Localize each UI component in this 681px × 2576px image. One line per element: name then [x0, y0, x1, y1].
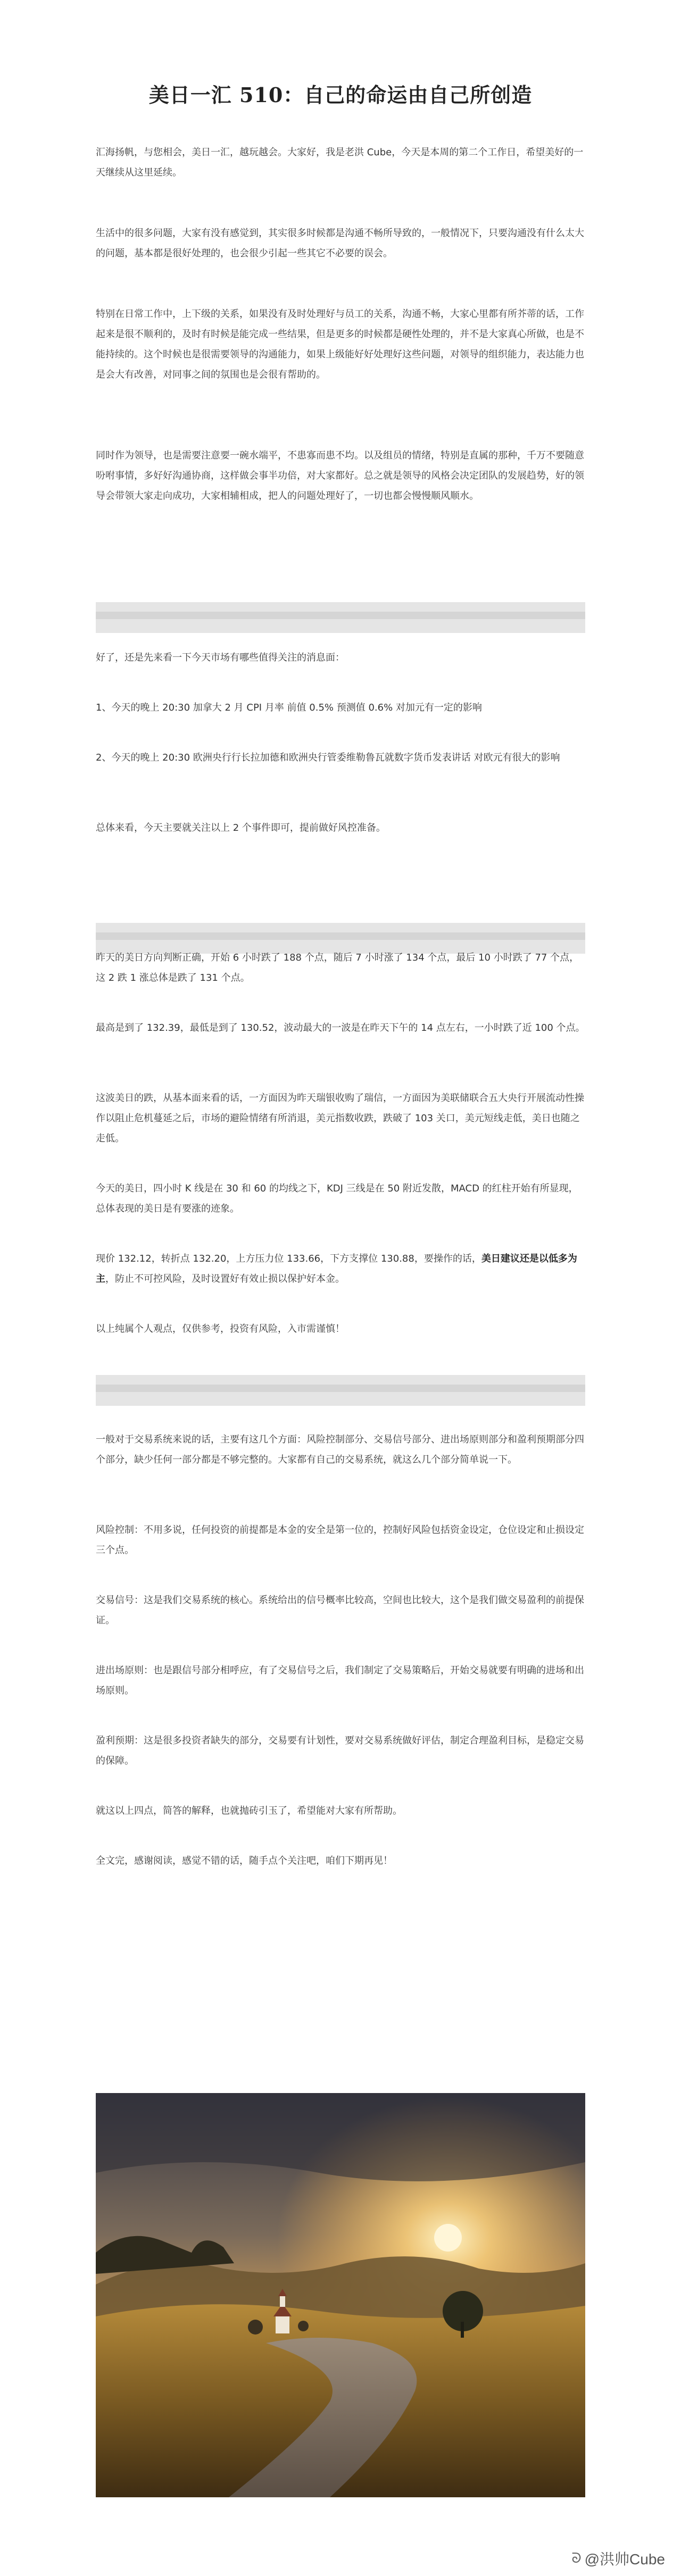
- section-divider-system: [96, 1375, 585, 1406]
- paragraph-system-intro: 一般对于交易系统来说的话，主要有这几个方面：风险控制部分、交易信号部分、进出场原则部分和盈利预期部分四个部分，缺少任何一部分都是不够完整的。大家都有自己的交易系统，就这么几个部分简单说一下。: [96, 1434, 584, 1465]
- paragraph-conclusion: 就这以上四点，简答的解释，也就抛砖引玉了，希望能对大家有所帮助。: [96, 1805, 402, 1816]
- paragraph-technicals: 今天的美日，四小时 K 线是在 30 和 60 的均线之下，KDJ 三线是在 50 附近发散，MACD 的红柱开始有所显现，总体表现的美日是有要涨的迹象。: [96, 1183, 578, 1214]
- paragraph-workplace: 特别在日常工作中，上下级的关系，如果没有及时处理好与员工的关系，沟通不畅，大家心里都有所芥蒂的话，工作起来是很不顺利的，及时有时候是能完成一些结果，但是更多的时候都是硬性处理的，并不是大家真心所做，也是不能持续的。这个时候也是很需要领导的沟通能力，如果上级能好好处理好这些问题，对领导的组织能力，表达能力也是会大有改善，对同事之间的氛围也是会很有帮助的。: [96, 309, 584, 380]
- paragraph-fundamentals: 这波美日的跌，从基本面来看的话，一方面因为昨天瑞银收购了瑞信，一方面因为美联储联合五大央行开展流动性操作以阻止危机蔓延之后，市场的避险情绪有所消退，美元指数收跌，跌破了 103 关口，美元短线走低，美日也随之走低。: [96, 1093, 584, 1144]
- paragraph-entry-exit: 进出场原则：也是跟信号部分相呼应，有了交易信号之后，我们制定了交易策略后，开始交易就要有明确的进场和出场原则。: [96, 1665, 584, 1696]
- watermark-text: @洪帅Cube: [584, 2551, 665, 2567]
- paragraph-trade-signal: 交易信号：这是我们交易系统的核心。系统给出的信号概率比较高，空间也比较大，这个是我们做交易盈利的前提保证。: [96, 1595, 584, 1626]
- news-item-1: 1、今天的晚上 20:30 加拿大 2 月 CPI 月率 前值 0.5% 预测值 0.6% 对加元有一定的影响: [96, 702, 482, 713]
- article-title: 美日一汇 510：自己的命运由自己所创造: [148, 83, 533, 107]
- paragraph-trade-plan: [96, 1249, 585, 1289]
- news-item-2: 2、今天的晚上 20:30 欧洲央行行长拉加德和欧洲央行管委维勒鲁瓦就数字货币发表讲话 对欧元有很大的影响: [96, 752, 560, 763]
- paragraph-greeting: 汇海扬帆，与您相会，美日一汇，越玩越会。大家好，我是老洪 Cube，今天是本周的第二个工作日，希望美好的一天继续从这里延续。: [96, 147, 584, 178]
- section-divider-news: [96, 602, 585, 633]
- paragraph-communication: 生活中的很多问题，大家有没有感觉到，其实很多时候都是沟通不畅所导致的，一般情况下，只要沟通没有什么太大的问题，基本都是很好处理的，也会很少引起一些其它不必要的误会。: [96, 228, 584, 259]
- paragraph-range: 最高是到了 132.39，最低是到了 130.52，波动最大的一波是在昨天下午的 14 点左右，一小时跌了近 100 个点。: [96, 1022, 585, 1033]
- landscape-photo: [96, 2093, 585, 2497]
- trade-plan-risk: ，防止不可控风险，及时设置好有效止损以保护好本金。: [105, 1273, 345, 1285]
- paragraph-news-summary: 总体来看，今天主要就关注以上 2 个事件即可，提前做好风控准备。: [96, 822, 386, 833]
- paragraph-leadership: 同时作为领导，也是需要注意要一碗水端平，不患寡而患不均。以及组员的情绪，特别是直属的那种，千万不要随意吩咐事情，多好好沟通协商，这样做会事半功倍，对大家都好。总之就是领导的风格会决定团队的发展趋势，好的领导会带领大家走向成功，大家相辅相成，把人的问题处理好了，一切也都会慢慢顺风顺水。: [96, 450, 584, 502]
- watermark: [571, 2548, 665, 2569]
- weibo-swirl-icon: ᘐ: [571, 2550, 582, 2566]
- paragraph-review: 昨天的美日方向判断正确，开始 6 小时跌了 188 个点，随后 7 小时涨了 134 个点，最后 10 小时跌了 77 个点，这 2 跌 1 涨总体是跌了 131 个点。: [96, 952, 579, 983]
- paragraph-closing: 全文完，感谢阅读，感觉不错的话，随手点个关注吧，咱们下期再见！: [96, 1855, 393, 1866]
- paragraph-profit-expectation: 盈利预期：这是很多投资者缺失的部分，交易要有计划性，要对交易系统做好评估，制定合理盈利目标，是稳定交易的保障。: [96, 1735, 584, 1766]
- trade-plan-levels: 现价 132.12，转折点 132.20，上方压力位 133.66，下方支撑位 130.88，要操作的话，: [96, 1253, 481, 1264]
- paragraph-risk-control: 风险控制：不用多说，任何投资的前提都是本金的安全是第一位的，控制好风险包括资金设定，仓位设定和止损设定三个点。: [96, 1524, 584, 1556]
- trade-plan-suggestion: 美日建议还是以低多为主: [96, 1253, 577, 1285]
- paragraph-disclaimer: 以上纯属个人观点，仅供参考，投资有风险，入市需谨慎！: [96, 1323, 345, 1335]
- paragraph-news-intro: 好了，还是先来看一下今天市场有哪些值得关注的消息面：: [96, 652, 345, 663]
